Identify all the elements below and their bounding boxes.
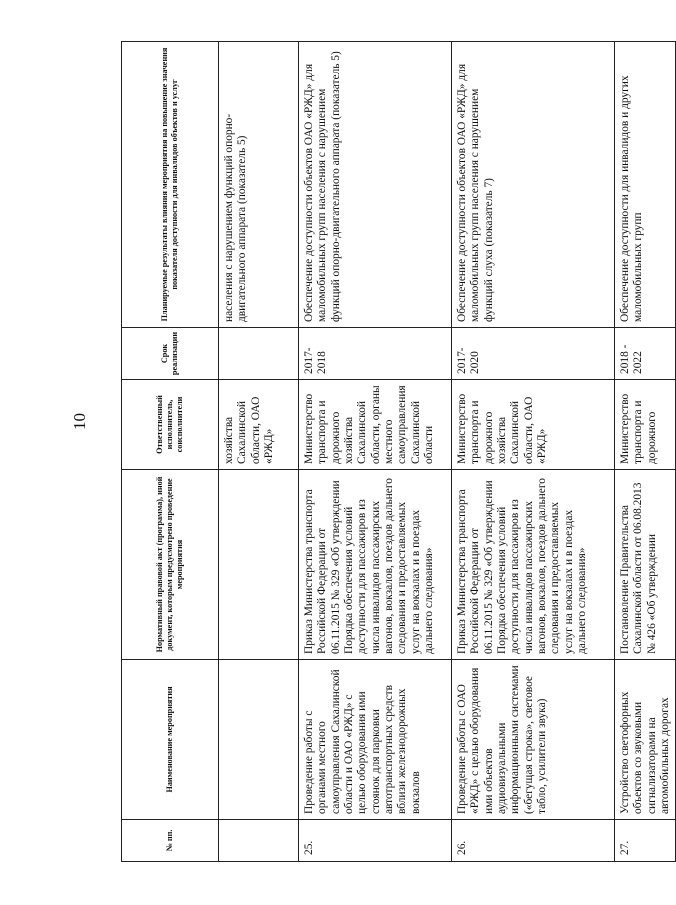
cell-term: 2018 - 2022 [615,328,676,380]
cell-number: 27. [615,820,676,862]
cell-term: 2017-2020 [452,328,615,380]
cell-results: Обеспечение доступности объектов ОАО «РЖД» для маломобильных групп населения с нарушением функций слуха (показатель 7) [452,42,615,328]
table-header-row [122,42,219,862]
rotated-table-wrapper [121,42,672,862]
header-results: Планируемые результаты влияния мероприятия на повышение значения показателя доступности для инвалидов объектов и услуг [122,42,219,328]
header-legal-act: Нормативный правовой акт (программа), иной документ, которым предусмотрено проведение мероприятия [122,470,219,660]
cell-responsible: Министерство транспорта и дорожного [615,380,676,470]
cell-measure-name: Проведение работы с ОАО «РЖД» с целью оборудования ими объектов аудиовизуальными информационными системами («бегущая строка», световое табло, усилители звука) [452,660,615,820]
cell-responsible: хозяйства Сахалинской области, ОАО «РЖД» [219,380,299,470]
cell-results: населения с нарушением функций опорно-двигательного аппарата (показатель 5) [219,42,299,328]
cell-number: 26. [452,820,615,862]
page-number: 10 [70,413,89,430]
cell-legal-act: Приказ Министерства транспорта Российской Федерации от 06.11.2015 № 329 «Об утверждении Порядка обеспечения условий доступности для пассажиров из числа инвалидов пассажирских вагонов, вокзалов, поездов дальнего следования и предоставляемых услуг на вокзалах и в поездах дальнего следования» [299,470,452,660]
cell-number [219,820,299,862]
header-measure-name: Наименование мероприятия [122,660,219,820]
cell-measure-name: Устройство светофорных объектов со звуковыми сигнализаторами на автомобильных дорогах [615,660,676,820]
cell-term [219,328,299,380]
cell-measure-name: Проведение работы с органами местного самоуправления Сахалинской области и ОАО «РЖД» с целью оборудования ими стоянок для парковки автотранспортных средств вблизи железнодорожных вокзалов [299,660,452,820]
header-number: № пп. [122,820,219,862]
cell-results: Обеспечение доступности для инвалидов и других маломобильных групп [615,42,676,328]
cell-legal-act [219,470,299,660]
header-responsible: Ответственный исполнитель, соисполнители [122,380,219,470]
measures-table [121,41,676,862]
header-term: Срок реализации [122,328,219,380]
cell-number: 25. [299,820,452,862]
table-row [452,42,615,862]
cell-responsible: Министерство транспорта и дорожного хозяйства Сахалинской области, органы местного самоуправления Сахалинской области [299,380,452,470]
cell-term: 2017-2018 [299,328,452,380]
table-row [219,42,299,862]
cell-results: Обеспечение доступности объектов ОАО «РЖД» для маломобильных групп населения с нарушением функций опорно-двигательного аппарата (показатель 5) [299,42,452,328]
cell-measure-name [219,660,299,820]
cell-legal-act: Приказ Министерства транспорта Российской Федерации от 06.11.2015 № 329 «Об утверждении Порядка обеспечения условий доступности для пассажиров из числа инвалидов пассажирских вагонов, вокзалов, поездов дальнего следования и предоставляемых услуг на вокзалах и в поездах дальнего следования» [452,470,615,660]
table-row [615,42,676,862]
cell-legal-act: Постановление Правительства Сахалинской области от 06.08.2013 № 426 «Об утверждении [615,470,676,660]
cell-responsible: Министерство транспорта и дорожного хозяйства Сахалинской области, ОАО «РЖД» [452,380,615,470]
table-row [299,42,452,862]
